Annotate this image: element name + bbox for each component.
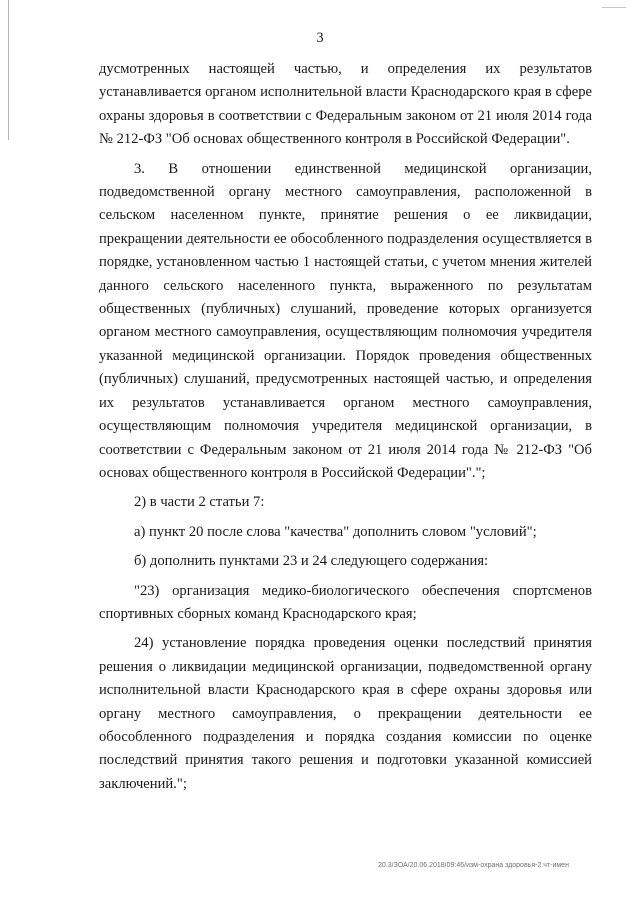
paragraph-point-24: 24) установление порядка проведения оценки последствий принятия решения о ликвидации медицинской организации, подведомственной органу исполнительной власти Краснодарского края в сфере охраны здоровья или органу местного самоуправления, о прекращении деятельности ее обособленного подразделения и порядка создания комиссии по оценке последствий принятия такого решения и подготовки указанной комиссией заключений.";	[99, 635, 592, 792]
paragraph-item-2: 2) в части 2 статьи 7:	[134, 494, 265, 511]
paragraph-part-3: 3. В отношении единственной медицинской организации, подведомственной органу местного самоуправления, расположенной в сельском населенном пункте, принятие решения о ее ликвидации, прекращении деятельности ее обособленного подразделения осуществляется в порядке, установленном частью 1 настоящей статьи, с учетом мнения жителей данного сельского населенного пункта, выраженного по результатам общественных (публичных) слушаний, проведение которых организуется органом местного самоуправления, осуществляющим полномочия учредителя указанной медицинской организации. Порядок проведения общественных (публичных) слушаний, предусмотренных настоящей частью, и определения их результатов устанавливается органом местного самоуправления, осуществляющим полномочия учредителя медицинской организации, в соответствии с Федеральным законом от 21 июля 2014 года № 212-ФЗ "Об основах общественного контроля в Российской Федерации".";	[99, 160, 592, 481]
paragraph-point-23: "23) организация медико-биологического обеспечения спортсменов спортивных сборных команд Краснодарского края;	[99, 582, 592, 622]
paragraph-subitem-b: б) дополнить пунктами 23 и 24 следующего содержания:	[134, 553, 489, 570]
scan-corner-mark	[602, 7, 626, 8]
footer-file-stamp: 20.3/ЗОА/20.06.2018/09:46/изм-охрана здоровья-2 чт-имен	[378, 862, 569, 869]
document-body	[99, 58, 592, 802]
paragraph-subitem-a: а) пункт 20 после слова "качества" дополнить словом "условий";	[134, 523, 537, 540]
scan-edge-mark	[8, 0, 9, 140]
page-number: 3	[316, 30, 324, 46]
paragraph-continuation: дусмотренных настоящей частью, и определения их результатов устанавливается органом исполнительной власти Краснодарского края в сфере охраны здоровья в соответствии с Федеральным законом от 21 июля 2014 года № 212-ФЗ "Об основах общественного контроля в Российской Федерации".	[99, 61, 592, 148]
